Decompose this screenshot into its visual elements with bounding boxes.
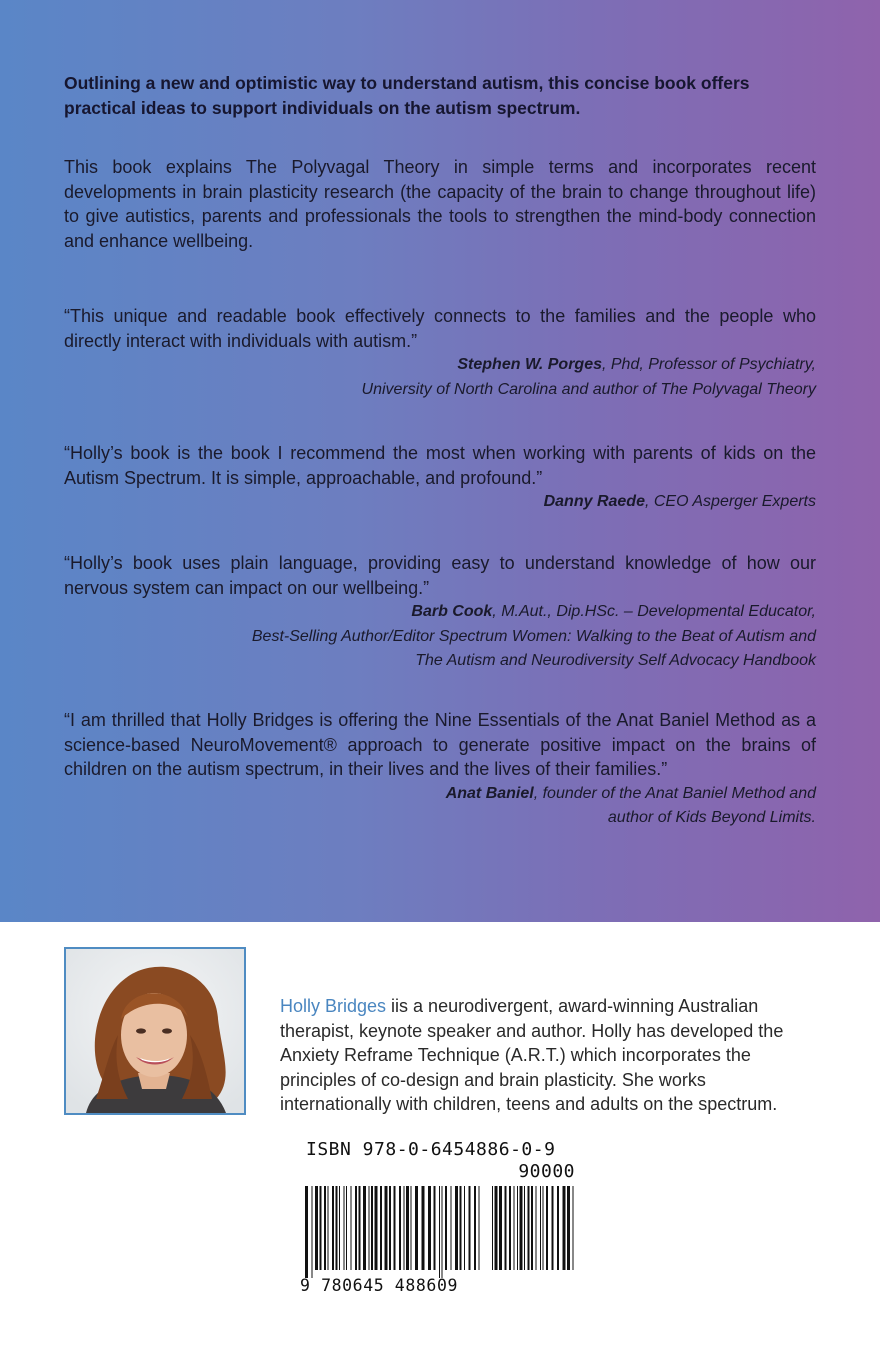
quote-attribution-line: The Autism and Neurodiversity Self Advocacy Handbook [415, 652, 816, 669]
barcode-bar [363, 1186, 366, 1270]
barcode-bar [531, 1186, 533, 1270]
barcode-bar [474, 1186, 476, 1270]
barcode-bar [380, 1186, 382, 1270]
barcode-bar [394, 1186, 396, 1270]
barcode-bar [464, 1186, 465, 1270]
barcode-bar [509, 1186, 511, 1270]
barcode-bar [469, 1186, 471, 1270]
author-name: Holly Bridges [280, 996, 387, 1016]
quote-attribution [64, 353, 816, 378]
barcode-bar [371, 1186, 373, 1270]
barcode-bar [536, 1186, 537, 1270]
barcode-bar [339, 1186, 340, 1270]
barcode-bar [411, 1186, 412, 1270]
quote-attribution-line: University of North Carolina and author of The Polyvagal Theory [361, 380, 816, 398]
quote-role: , founder of the Anat Baniel Method and [533, 784, 816, 802]
barcode-bar [355, 1186, 357, 1270]
quote-attribution-line: author of Kids Beyond Limits. [607, 809, 816, 826]
blurb-body: This book explains The Polyvagal Theory in simple terms and incorporates recent developments in brain plasticity research (the capacity of the brain to change throughout life) to give autistics, parents and professionals the tools to strengthen the mind-body connection and enhance wellbeing. [64, 157, 816, 251]
barcode-bar [351, 1186, 352, 1270]
author-bio-text: iis a neurodivergent, award-winning Australian therapist, keynote speaker and author. Holly has developed the Anxiety Reframe Technique (A.R.T.) which incorporates the principles of co-design and brain plasticity. She works internationally with children, teens and adults on the spectrum. [280, 996, 784, 1114]
barcode-bar [315, 1186, 318, 1270]
barcode-bar [389, 1186, 391, 1270]
price-code: 90000 [518, 1161, 575, 1182]
barcode-bar [422, 1186, 425, 1270]
endorsement-quote [64, 441, 816, 515]
endorsement-quote [64, 708, 816, 831]
quote-author: Anat Baniel [445, 784, 534, 802]
barcode-bar [514, 1186, 515, 1270]
quote-text: “Holly’s book uses plain language, providing easy to understand knowledge of how our nervous system can impact on our wellbeing.” [64, 553, 816, 598]
barcode-bar [455, 1186, 458, 1270]
quote-text: “Holly’s book is the book I recommend the most when working with parents of kids on the Autism Spectrum. It is simple, approachable, and profound.” [64, 443, 816, 488]
quote-author: Barb Cook [411, 603, 493, 620]
barcode-bar [346, 1186, 347, 1270]
barcode-bar [552, 1186, 554, 1270]
barcode-digits: 9 780645 488609 [300, 1276, 459, 1295]
quote-attribution [64, 600, 816, 625]
barcode-bar [567, 1186, 570, 1270]
quote-role: , Phd, Professor of Psychiatry, [601, 356, 816, 373]
barcode-bar [369, 1186, 370, 1270]
barcode-bar [312, 1186, 313, 1278]
barcode-bar [320, 1186, 322, 1270]
barcode-bar [505, 1186, 507, 1270]
blurb-lead: Outlining a new and optimistic way to understand autism, this concise book offers practical ideas to support individuals on the autism spectrum. [64, 73, 750, 118]
price-barcode [492, 1186, 574, 1278]
barcode-bar [324, 1186, 326, 1270]
quote-text: “This unique and readable book effectively connects to the families and the people who directly interact with individuals with autism.” [64, 306, 816, 351]
barcode-bar [434, 1186, 436, 1270]
endorsement-quote [64, 551, 816, 674]
barcode-bar [495, 1186, 498, 1270]
barcode-bar [557, 1186, 559, 1270]
endorsement-quote [64, 304, 816, 402]
barcode-bar [540, 1186, 541, 1270]
quote-text: “I am thrilled that Holly Bridges is offering the Nine Essentials of the Anat Baniel Method as a science-based NeuroMovement® approach to generate positive impact on the brains of children on the autism spectrum, in their lives and the lives of their families.” [64, 710, 816, 779]
quote-attribution [64, 490, 816, 515]
quote-author: Stephen W. Porges [457, 356, 602, 373]
barcode-bar [336, 1186, 338, 1270]
barcode-bar [439, 1186, 440, 1278]
barcode-bar [328, 1186, 329, 1270]
barcode-bar [492, 1186, 493, 1270]
barcode-bar [528, 1186, 530, 1270]
barcode-bar [415, 1186, 418, 1270]
barcode-bar [563, 1186, 566, 1270]
barcode-bar [375, 1186, 378, 1270]
barcode-bar [451, 1186, 452, 1270]
quote-attribution [64, 782, 816, 807]
barcode-bar [499, 1186, 502, 1270]
author-photo [64, 947, 246, 1115]
barcode-bar [305, 1186, 308, 1278]
barcode-bar [332, 1186, 334, 1270]
barcode-bar [520, 1186, 523, 1270]
portrait-image [66, 949, 244, 1113]
barcode-bar [442, 1186, 443, 1278]
barcode-bar [573, 1186, 574, 1270]
quote-attribution-line: Best-Selling Author/Editor Spectrum Women: Walking to the Beat of Autism and [251, 627, 816, 645]
barcode-bar [524, 1186, 525, 1270]
barcode-bar [406, 1186, 409, 1270]
quote-role: , M.Aut., Dip.HSc. – Developmental Educator, [492, 603, 816, 620]
barcode-bar [479, 1186, 480, 1270]
barcode-bar [460, 1186, 462, 1270]
barcode-bar [543, 1186, 544, 1270]
author-bio [280, 994, 820, 1117]
barcode-bar [428, 1186, 431, 1270]
barcode-bar [344, 1186, 345, 1270]
barcode-bar [517, 1186, 518, 1270]
barcode-bar [385, 1186, 388, 1270]
barcode-bar [546, 1186, 548, 1270]
isbn-label: ISBN 978-0-6454886-0-9 [306, 1139, 556, 1160]
barcode-bar [359, 1186, 361, 1270]
barcode-bar [399, 1186, 401, 1270]
quote-author: Danny Raede [543, 493, 645, 510]
barcode-bar [445, 1186, 447, 1270]
quote-role: , CEO Asperger Experts [644, 493, 816, 510]
isbn-barcode [305, 1186, 483, 1278]
barcode-bar [404, 1186, 405, 1270]
